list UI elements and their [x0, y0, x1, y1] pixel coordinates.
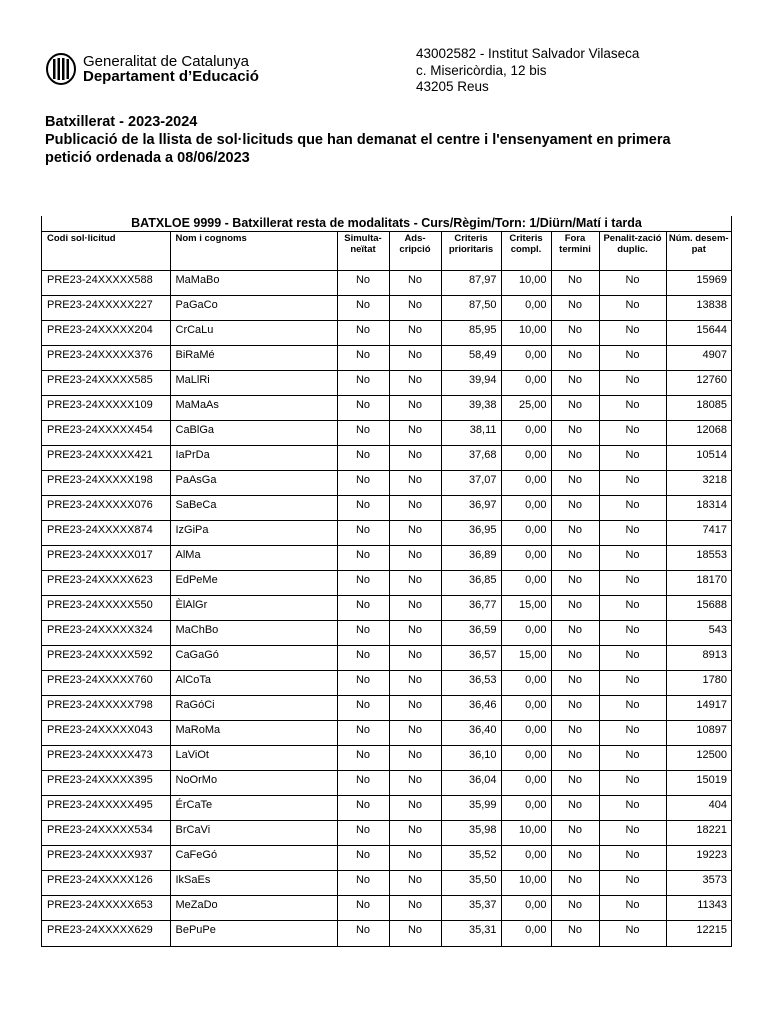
simultaneity-cell: No: [337, 421, 389, 446]
department-name: Departament d’Educació: [83, 68, 259, 85]
ascription-cell: No: [389, 921, 441, 946]
late-cell: No: [551, 446, 599, 471]
simultaneity-cell: No: [337, 571, 389, 596]
table-row: [42, 471, 731, 496]
simultaneity-cell: No: [337, 746, 389, 771]
tiebreak-number-cell: 18221: [666, 821, 731, 846]
ascription-cell: No: [389, 571, 441, 596]
table-row: [42, 721, 731, 746]
late-cell: No: [551, 346, 599, 371]
ascription-cell: No: [389, 871, 441, 896]
priority-criteria-cell: 36,53: [441, 671, 501, 696]
table-row: [42, 846, 731, 871]
tiebreak-number-cell: 15019: [666, 771, 731, 796]
tiebreak-number-cell: 15688: [666, 596, 731, 621]
simultaneity-cell: No: [337, 346, 389, 371]
late-cell: No: [551, 271, 599, 296]
simultaneity-cell: No: [337, 796, 389, 821]
ascription-cell: No: [389, 496, 441, 521]
school-address: [416, 46, 639, 96]
priority-criteria-cell: 39,94: [441, 371, 501, 396]
late-cell: No: [551, 896, 599, 921]
duplication-penalty-cell: No: [599, 571, 666, 596]
duplication-penalty-cell: No: [599, 746, 666, 771]
duplication-penalty-cell: No: [599, 871, 666, 896]
name-cell: AlCoTa: [170, 671, 337, 696]
complementary-criteria-cell: 10,00: [501, 321, 551, 346]
simultaneity-cell: No: [337, 521, 389, 546]
simultaneity-cell: No: [337, 621, 389, 646]
name-cell: MaLlRi: [170, 371, 337, 396]
tiebreak-number-cell: 18085: [666, 396, 731, 421]
request-code-cell: PRE23-24XXXXX198: [42, 471, 170, 496]
priority-criteria-cell: 36,95: [441, 521, 501, 546]
request-code-cell: PRE23-24XXXXX588: [42, 271, 170, 296]
duplication-penalty-cell: No: [599, 921, 666, 946]
complementary-criteria-cell: 0,00: [501, 571, 551, 596]
priority-criteria-cell: 87,97: [441, 271, 501, 296]
complementary-criteria-cell: 0,00: [501, 496, 551, 521]
priority-criteria-cell: 87,50: [441, 296, 501, 321]
late-cell: No: [551, 571, 599, 596]
ascription-cell: No: [389, 546, 441, 571]
tiebreak-number-cell: 11343: [666, 896, 731, 921]
complementary-criteria-cell: 0,00: [501, 846, 551, 871]
column-header: Penalit-zació duplic.: [599, 232, 666, 271]
late-cell: No: [551, 721, 599, 746]
name-cell: IzGiPa: [170, 521, 337, 546]
late-cell: No: [551, 746, 599, 771]
tiebreak-number-cell: 12215: [666, 921, 731, 946]
late-cell: No: [551, 871, 599, 896]
request-code-cell: PRE23-24XXXXX324: [42, 621, 170, 646]
table-row: [42, 796, 731, 821]
name-cell: IkSaEs: [170, 871, 337, 896]
priority-criteria-cell: 36,85: [441, 571, 501, 596]
column-header: Nom i cognoms: [170, 232, 337, 271]
tiebreak-number-cell: 10514: [666, 446, 731, 471]
request-code-cell: PRE23-24XXXXX017: [42, 546, 170, 571]
simultaneity-cell: No: [337, 771, 389, 796]
heading-line: Publicació de la llista de sol·licituds que han demanat el centre i l'ensenyament en primera: [45, 132, 671, 148]
simultaneity-cell: No: [337, 371, 389, 396]
request-code-cell: PRE23-24XXXXX126: [42, 871, 170, 896]
complementary-criteria-cell: 10,00: [501, 821, 551, 846]
simultaneity-cell: No: [337, 471, 389, 496]
simultaneity-cell: No: [337, 671, 389, 696]
request-code-cell: PRE23-24XXXXX376: [42, 346, 170, 371]
complementary-criteria-cell: 0,00: [501, 371, 551, 396]
name-cell: LaViOt: [170, 746, 337, 771]
tiebreak-number-cell: 13838: [666, 296, 731, 321]
late-cell: No: [551, 521, 599, 546]
name-cell: MaMaAs: [170, 396, 337, 421]
column-header: Núm. desem-pat: [666, 232, 731, 271]
duplication-penalty-cell: No: [599, 346, 666, 371]
name-cell: ÉrCaTe: [170, 796, 337, 821]
ascription-cell: No: [389, 846, 441, 871]
simultaneity-cell: No: [337, 721, 389, 746]
column-header: Criteris prioritaris: [441, 232, 501, 271]
complementary-criteria-cell: 0,00: [501, 696, 551, 721]
priority-criteria-cell: 35,99: [441, 796, 501, 821]
ascription-cell: No: [389, 521, 441, 546]
duplication-penalty-cell: No: [599, 721, 666, 746]
duplication-penalty-cell: No: [599, 496, 666, 521]
table-row: [42, 571, 731, 596]
request-code-cell: PRE23-24XXXXX534: [42, 821, 170, 846]
tiebreak-number-cell: 18553: [666, 546, 731, 571]
simultaneity-cell: No: [337, 321, 389, 346]
priority-criteria-cell: 35,37: [441, 896, 501, 921]
column-header: Fora termini: [551, 232, 599, 271]
table-row: [42, 521, 731, 546]
name-cell: CaBlGa: [170, 421, 337, 446]
simultaneity-cell: No: [337, 396, 389, 421]
column-header: Criteris compl.: [501, 232, 551, 271]
table-row: [42, 271, 731, 296]
duplication-penalty-cell: No: [599, 646, 666, 671]
table-row: [42, 346, 731, 371]
complementary-criteria-cell: 0,00: [501, 546, 551, 571]
ascription-cell: No: [389, 596, 441, 621]
priority-criteria-cell: 39,38: [441, 396, 501, 421]
tiebreak-number-cell: 18314: [666, 496, 731, 521]
table-row: [42, 771, 731, 796]
name-cell: MaRoMa: [170, 721, 337, 746]
request-code-cell: PRE23-24XXXXX874: [42, 521, 170, 546]
ascription-cell: No: [389, 896, 441, 921]
priority-criteria-cell: 35,98: [441, 821, 501, 846]
table-row: [42, 821, 731, 846]
request-code-cell: PRE23-24XXXXX592: [42, 646, 170, 671]
table-row: [42, 446, 731, 471]
request-code-cell: PRE23-24XXXXX204: [42, 321, 170, 346]
simultaneity-cell: No: [337, 271, 389, 296]
duplication-penalty-cell: No: [599, 596, 666, 621]
generalitat-emblem-icon: [46, 53, 76, 85]
ascription-cell: No: [389, 471, 441, 496]
name-cell: NoOrMo: [170, 771, 337, 796]
table-row: [42, 371, 731, 396]
request-code-cell: PRE23-24XXXXX227: [42, 296, 170, 321]
complementary-criteria-cell: 0,00: [501, 771, 551, 796]
tiebreak-number-cell: 543: [666, 621, 731, 646]
duplication-penalty-cell: No: [599, 771, 666, 796]
complementary-criteria-cell: 10,00: [501, 271, 551, 296]
complementary-criteria-cell: 0,00: [501, 671, 551, 696]
ascription-cell: No: [389, 371, 441, 396]
ascription-cell: No: [389, 646, 441, 671]
request-code-cell: PRE23-24XXXXX454: [42, 421, 170, 446]
request-code-cell: PRE23-24XXXXX937: [42, 846, 170, 871]
duplication-penalty-cell: No: [599, 321, 666, 346]
simultaneity-cell: No: [337, 546, 389, 571]
complementary-criteria-cell: 0,00: [501, 796, 551, 821]
priority-criteria-cell: 36,59: [441, 621, 501, 646]
institution-logo: [46, 52, 259, 86]
priority-criteria-cell: 36,10: [441, 746, 501, 771]
complementary-criteria-cell: 0,00: [501, 521, 551, 546]
tiebreak-number-cell: 3218: [666, 471, 731, 496]
priority-criteria-cell: 35,52: [441, 846, 501, 871]
complementary-criteria-cell: 15,00: [501, 596, 551, 621]
table-row: [42, 871, 731, 896]
table-row: [42, 496, 731, 521]
duplication-penalty-cell: No: [599, 846, 666, 871]
priority-criteria-cell: 36,46: [441, 696, 501, 721]
heading-line: Batxillerat - 2023-2024: [45, 114, 198, 130]
simultaneity-cell: No: [337, 496, 389, 521]
duplication-penalty-cell: No: [599, 546, 666, 571]
request-code-cell: PRE23-24XXXXX076: [42, 496, 170, 521]
duplication-penalty-cell: No: [599, 371, 666, 396]
complementary-criteria-cell: 0,00: [501, 621, 551, 646]
heading-line: petició ordenada a 08/06/2023: [45, 150, 250, 166]
name-cell: BiRaMé: [170, 346, 337, 371]
request-code-cell: PRE23-24XXXXX395: [42, 771, 170, 796]
table-row: [42, 921, 731, 946]
request-code-cell: PRE23-24XXXXX760: [42, 671, 170, 696]
simultaneity-cell: No: [337, 846, 389, 871]
late-cell: No: [551, 771, 599, 796]
name-cell: IaPrDa: [170, 446, 337, 471]
complementary-criteria-cell: 10,00: [501, 871, 551, 896]
simultaneity-cell: No: [337, 696, 389, 721]
complementary-criteria-cell: 0,00: [501, 421, 551, 446]
late-cell: No: [551, 396, 599, 421]
ascription-cell: No: [389, 821, 441, 846]
complementary-criteria-cell: 0,00: [501, 721, 551, 746]
late-cell: No: [551, 321, 599, 346]
table-row: [42, 596, 731, 621]
column-header: Simulta-neïtat: [337, 232, 389, 271]
duplication-penalty-cell: No: [599, 396, 666, 421]
table-row: [42, 421, 731, 446]
name-cell: PaAsGa: [170, 471, 337, 496]
late-cell: No: [551, 646, 599, 671]
table-row: [42, 646, 731, 671]
complementary-criteria-cell: 0,00: [501, 471, 551, 496]
tiebreak-number-cell: 18170: [666, 571, 731, 596]
tiebreak-number-cell: 7417: [666, 521, 731, 546]
late-cell: No: [551, 696, 599, 721]
priority-criteria-cell: 35,50: [441, 871, 501, 896]
duplication-penalty-cell: No: [599, 896, 666, 921]
duplication-penalty-cell: No: [599, 421, 666, 446]
late-cell: No: [551, 421, 599, 446]
table-row: [42, 321, 731, 346]
name-cell: EdPeMe: [170, 571, 337, 596]
late-cell: No: [551, 921, 599, 946]
late-cell: No: [551, 371, 599, 396]
name-cell: PaGaCo: [170, 296, 337, 321]
ascription-cell: No: [389, 621, 441, 646]
duplication-penalty-cell: No: [599, 296, 666, 321]
name-cell: MeZaDo: [170, 896, 337, 921]
tiebreak-number-cell: 12500: [666, 746, 731, 771]
tiebreak-number-cell: 15969: [666, 271, 731, 296]
priority-criteria-cell: 35,31: [441, 921, 501, 946]
name-cell: ÈlAlGr: [170, 596, 337, 621]
priority-criteria-cell: 37,68: [441, 446, 501, 471]
complementary-criteria-cell: 15,00: [501, 646, 551, 671]
table-header-row: [42, 232, 731, 271]
duplication-penalty-cell: No: [599, 521, 666, 546]
priority-criteria-cell: 85,95: [441, 321, 501, 346]
ascription-cell: No: [389, 796, 441, 821]
request-code-cell: PRE23-24XXXXX109: [42, 396, 170, 421]
ascription-cell: No: [389, 746, 441, 771]
complementary-criteria-cell: 0,00: [501, 446, 551, 471]
priority-criteria-cell: 36,97: [441, 496, 501, 521]
tiebreak-number-cell: 404: [666, 796, 731, 821]
duplication-penalty-cell: No: [599, 696, 666, 721]
late-cell: No: [551, 796, 599, 821]
tiebreak-number-cell: 14917: [666, 696, 731, 721]
simultaneity-cell: No: [337, 921, 389, 946]
ascription-cell: No: [389, 346, 441, 371]
ascription-cell: No: [389, 696, 441, 721]
request-code-cell: PRE23-24XXXXX550: [42, 596, 170, 621]
request-code-cell: PRE23-24XXXXX495: [42, 796, 170, 821]
table-row: [42, 896, 731, 921]
column-header: Ads-cripció: [389, 232, 441, 271]
request-code-cell: PRE23-24XXXXX585: [42, 371, 170, 396]
duplication-penalty-cell: No: [599, 446, 666, 471]
priority-criteria-cell: 38,11: [441, 421, 501, 446]
request-code-cell: PRE23-24XXXXX043: [42, 721, 170, 746]
tiebreak-number-cell: 4907: [666, 346, 731, 371]
complementary-criteria-cell: 0,00: [501, 896, 551, 921]
late-cell: No: [551, 821, 599, 846]
late-cell: No: [551, 546, 599, 571]
name-cell: CaGaGó: [170, 646, 337, 671]
ascription-cell: No: [389, 721, 441, 746]
request-code-cell: PRE23-24XXXXX798: [42, 696, 170, 721]
duplication-penalty-cell: No: [599, 671, 666, 696]
table-row: [42, 546, 731, 571]
tiebreak-number-cell: 15644: [666, 321, 731, 346]
ascription-cell: No: [389, 446, 441, 471]
complementary-criteria-cell: 0,00: [501, 346, 551, 371]
tiebreak-number-cell: 12760: [666, 371, 731, 396]
tiebreak-number-cell: 3573: [666, 871, 731, 896]
tiebreak-number-cell: 8913: [666, 646, 731, 671]
priority-criteria-cell: 37,07: [441, 471, 501, 496]
priority-criteria-cell: 58,49: [441, 346, 501, 371]
ascription-cell: No: [389, 671, 441, 696]
request-code-cell: PRE23-24XXXXX653: [42, 896, 170, 921]
ascription-cell: No: [389, 271, 441, 296]
complementary-criteria-cell: 25,00: [501, 396, 551, 421]
complementary-criteria-cell: 0,00: [501, 746, 551, 771]
complementary-criteria-cell: 0,00: [501, 296, 551, 321]
table-row: [42, 621, 731, 646]
ascription-cell: No: [389, 321, 441, 346]
document-heading: [45, 113, 735, 167]
late-cell: No: [551, 596, 599, 621]
tiebreak-number-cell: 1780: [666, 671, 731, 696]
name-cell: MaChBo: [170, 621, 337, 646]
ascription-cell: No: [389, 396, 441, 421]
priority-criteria-cell: 36,89: [441, 546, 501, 571]
address-line: 43002582 - Institut Salvador Vilaseca: [416, 46, 640, 61]
address-line: 43205 Reus: [416, 79, 489, 94]
simultaneity-cell: No: [337, 871, 389, 896]
name-cell: BePuPe: [170, 921, 337, 946]
late-cell: No: [551, 496, 599, 521]
name-cell: MaMaBo: [170, 271, 337, 296]
name-cell: RaGóCi: [170, 696, 337, 721]
late-cell: No: [551, 671, 599, 696]
table-row: [42, 396, 731, 421]
simultaneity-cell: No: [337, 646, 389, 671]
table-row: [42, 746, 731, 771]
org-name: Generalitat de Catalunya: [83, 53, 249, 70]
priority-criteria-cell: 36,57: [441, 646, 501, 671]
name-cell: SaBeCa: [170, 496, 337, 521]
tiebreak-number-cell: 10897: [666, 721, 731, 746]
simultaneity-cell: No: [337, 446, 389, 471]
request-code-cell: PRE23-24XXXXX623: [42, 571, 170, 596]
duplication-penalty-cell: No: [599, 471, 666, 496]
table-row: [42, 296, 731, 321]
table-row: [42, 696, 731, 721]
name-cell: CaFeGó: [170, 846, 337, 871]
column-header: Codi sol·licitud: [42, 232, 170, 271]
late-cell: No: [551, 296, 599, 321]
table-title: BATXLOE 9999 - Batxillerat resta de modalitats - Curs/Règim/Torn: 1/Diürn/Matí i tarda: [131, 216, 642, 230]
name-cell: CrCaLu: [170, 321, 337, 346]
late-cell: No: [551, 846, 599, 871]
ascription-cell: No: [389, 421, 441, 446]
ascription-cell: No: [389, 771, 441, 796]
priority-criteria-cell: 36,40: [441, 721, 501, 746]
duplication-penalty-cell: No: [599, 271, 666, 296]
table-row: [42, 671, 731, 696]
late-cell: No: [551, 471, 599, 496]
simultaneity-cell: No: [337, 596, 389, 621]
name-cell: AlMa: [170, 546, 337, 571]
late-cell: No: [551, 621, 599, 646]
priority-criteria-cell: 36,04: [441, 771, 501, 796]
duplication-penalty-cell: No: [599, 621, 666, 646]
applications-table: [41, 216, 732, 947]
request-code-cell: PRE23-24XXXXX629: [42, 921, 170, 946]
duplication-penalty-cell: No: [599, 796, 666, 821]
tiebreak-number-cell: 12068: [666, 421, 731, 446]
name-cell: BrCaVi: [170, 821, 337, 846]
complementary-criteria-cell: 0,00: [501, 921, 551, 946]
address-line: c. Misericòrdia, 12 bis: [416, 62, 547, 78]
request-code-cell: PRE23-24XXXXX421: [42, 446, 170, 471]
simultaneity-cell: No: [337, 296, 389, 321]
request-code-cell: PRE23-24XXXXX473: [42, 746, 170, 771]
simultaneity-cell: No: [337, 821, 389, 846]
duplication-penalty-cell: No: [599, 821, 666, 846]
tiebreak-number-cell: 19223: [666, 846, 731, 871]
priority-criteria-cell: 36,77: [441, 596, 501, 621]
ascription-cell: No: [389, 296, 441, 321]
simultaneity-cell: No: [337, 896, 389, 921]
